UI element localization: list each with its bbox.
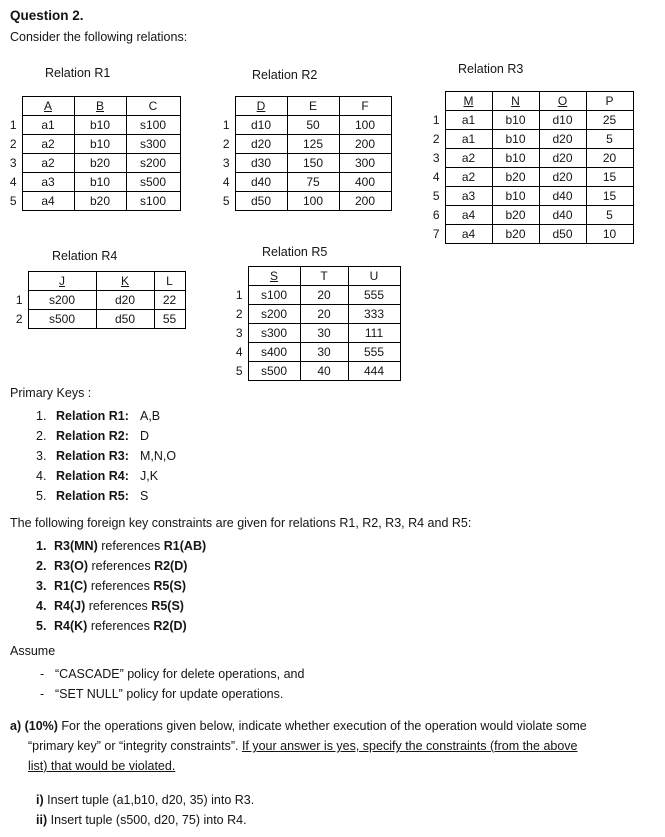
table-cell: d40 — [235, 173, 287, 192]
table-row — [429, 111, 633, 130]
row-number: 3 — [222, 156, 230, 170]
column-header: E — [287, 97, 339, 116]
key-attributes: M,N,O — [140, 449, 177, 463]
assume-text: “CASCADE” policy for delete operations, and — [55, 667, 305, 681]
item-number: 5. — [36, 619, 47, 633]
table-cell: 555 — [348, 286, 400, 305]
header-row — [12, 272, 185, 291]
row-number: 2 — [9, 137, 17, 151]
bullet-dash: - — [40, 687, 45, 701]
table-cell: 30 — [300, 343, 348, 362]
table-row — [12, 310, 185, 329]
table-cell: s500 — [28, 310, 96, 329]
table-row — [429, 149, 633, 168]
row-number: 1 — [15, 293, 23, 307]
r5-relation-table — [232, 266, 401, 381]
relation-r3-table — [429, 91, 634, 244]
row-number: 3 — [432, 151, 440, 165]
relation-name: Relation R3: — [56, 449, 129, 463]
child-relation: R4(K) — [54, 619, 88, 633]
column-header: K — [96, 272, 154, 291]
table-cell: b10 — [74, 135, 126, 154]
table-cell: s300 — [126, 135, 180, 154]
item-number: 2. — [36, 429, 47, 443]
key-attributes: J,K — [140, 469, 159, 483]
table-cell: 40 — [300, 362, 348, 381]
table-cell: s200 — [126, 154, 180, 173]
table-cell: a3 — [445, 187, 492, 206]
table-cell: b20 — [74, 192, 126, 211]
table-cell: 30 — [300, 324, 348, 343]
parent-relation: R5(S) — [153, 579, 187, 593]
table-cell: 20 — [300, 286, 348, 305]
table-row — [232, 324, 400, 343]
table-row — [219, 173, 391, 192]
parent-relation: R5(S) — [151, 599, 184, 613]
row-number: 2 — [222, 137, 230, 151]
assume-item — [40, 664, 304, 684]
table-cell: d20 — [539, 149, 586, 168]
row-number — [232, 267, 248, 286]
key-attributes: S — [140, 489, 149, 503]
table-cell: s100 — [126, 192, 180, 211]
item-number: 5. — [36, 489, 47, 503]
column-header: P — [586, 92, 633, 111]
row-number: 1 — [9, 118, 17, 132]
relation-r1-label: Relation R1 — [45, 66, 111, 80]
child-relation: R1(C) — [54, 579, 88, 593]
part-a-label: a) (10%) — [10, 719, 58, 733]
row-number: 2 — [432, 132, 440, 146]
references-word: references — [90, 579, 150, 593]
table-cell: 55 — [154, 310, 185, 329]
column-header: L — [154, 272, 185, 291]
table-cell: 50 — [287, 116, 339, 135]
row-number: 2 — [15, 312, 23, 326]
bullet-dash: - — [40, 667, 45, 681]
foreign-key-item — [36, 556, 206, 576]
table-cell: d40 — [539, 206, 586, 225]
column-header: B — [74, 97, 126, 116]
table-cell: s100 — [126, 116, 180, 135]
column-header: O — [539, 92, 586, 111]
table-row — [429, 225, 633, 244]
table-cell: 125 — [287, 135, 339, 154]
child-relation: R3(MN) — [54, 539, 98, 553]
row-number: 4 — [9, 175, 17, 189]
part-a-question — [10, 716, 590, 776]
table-row — [429, 130, 633, 149]
row-number: 4 — [222, 175, 230, 189]
column-header: F — [339, 97, 391, 116]
table-cell: b10 — [74, 173, 126, 192]
column-header: S — [248, 267, 300, 286]
foreign-key-item — [36, 596, 206, 616]
row-number — [6, 97, 22, 116]
parent-relation: R1(AB) — [163, 539, 207, 553]
foreign-key-item — [36, 576, 206, 596]
operation-text: Insert tuple (a1,b10, d20, 35) into R3. — [47, 793, 255, 807]
primary-key-item — [36, 446, 176, 466]
table-cell: a2 — [22, 135, 74, 154]
table-cell: 400 — [339, 173, 391, 192]
item-number: 2. — [36, 559, 47, 573]
key-attributes: A,B — [140, 409, 161, 423]
table-row — [6, 154, 180, 173]
references-word: references — [101, 539, 161, 553]
table-cell: d40 — [539, 187, 586, 206]
row-number: 5 — [222, 194, 230, 208]
table-row — [6, 173, 180, 192]
table-cell: s100 — [248, 286, 300, 305]
table-cell: b10 — [492, 187, 539, 206]
relation-r1-table — [6, 96, 181, 211]
table-cell: b20 — [492, 206, 539, 225]
row-number: 7 — [432, 227, 440, 241]
row-number — [219, 97, 235, 116]
row-number: 3 — [235, 326, 243, 340]
table-cell: a4 — [22, 192, 74, 211]
relation-name: Relation R1: — [56, 409, 129, 423]
question-title: Question 2. — [10, 8, 84, 23]
column-header: C — [126, 97, 180, 116]
relation-name: Relation R4: — [56, 469, 129, 483]
row-number: 1 — [222, 118, 230, 132]
table-cell: s500 — [126, 173, 180, 192]
part-a-text: For the operations given below, indicate whether execution of the operation would violate some “primary key” or “integrity constraints”. — [28, 719, 587, 753]
column-header: T — [300, 267, 348, 286]
relation-r2-label: Relation R2 — [252, 68, 318, 82]
primary-key-item — [36, 486, 176, 506]
table-cell: 15 — [586, 187, 633, 206]
r1-relation-table — [6, 96, 181, 211]
relation-name: Relation R2: — [56, 429, 129, 443]
primary-key-item — [36, 426, 176, 446]
table-row — [6, 192, 180, 211]
item-number: 4. — [36, 469, 47, 483]
foreign-keys-intro: The following foreign key constraints are given for relations R1, R2, R3, R4 and R5: — [10, 516, 472, 530]
primary-key-item — [36, 406, 176, 426]
primary-keys-list — [36, 406, 176, 506]
intro-text: Consider the following relations: — [10, 30, 188, 44]
column-header: J — [28, 272, 96, 291]
relation-r5-label: Relation R5 — [262, 245, 328, 259]
relation-r4-label: Relation R4 — [52, 249, 118, 263]
table-cell: b20 — [492, 168, 539, 187]
table-cell: a2 — [22, 154, 74, 173]
table-cell: d50 — [96, 310, 154, 329]
child-relation: R4(J) — [54, 599, 86, 613]
assume-item — [40, 684, 304, 704]
foreign-keys-list — [36, 536, 206, 636]
table-cell: d20 — [539, 130, 586, 149]
table-cell: b20 — [492, 225, 539, 244]
operation-item — [36, 810, 254, 830]
r2-relation-table — [219, 96, 392, 211]
row-number — [429, 92, 445, 111]
table-row — [232, 362, 400, 381]
primary-key-item — [36, 466, 176, 486]
table-row — [6, 116, 180, 135]
relation-r3-label: Relation R3 — [458, 62, 524, 76]
row-number: 5 — [235, 364, 243, 378]
part-a-underlined-text: If your answer is yes, specify the constraints (from the above list) that would be violated. — [28, 739, 578, 773]
operation-number: i) — [36, 793, 44, 807]
table-cell: d20 — [235, 135, 287, 154]
table-cell: s400 — [248, 343, 300, 362]
item-number: 1. — [36, 409, 47, 423]
foreign-key-item — [36, 536, 206, 556]
references-word: references — [88, 599, 148, 613]
assume-text: “SET NULL” policy for update operations. — [55, 687, 284, 701]
assume-list — [40, 664, 304, 704]
item-number: 3. — [36, 449, 47, 463]
table-cell: 20 — [586, 149, 633, 168]
table-cell: 100 — [339, 116, 391, 135]
row-number: 1 — [432, 113, 440, 127]
child-relation: R3(O) — [54, 559, 89, 573]
table-row — [219, 135, 391, 154]
operations-list — [36, 790, 254, 830]
table-cell: a3 — [22, 173, 74, 192]
header-row — [219, 97, 391, 116]
table-row — [429, 168, 633, 187]
table-cell: 444 — [348, 362, 400, 381]
row-number: 1 — [235, 288, 243, 302]
table-row — [219, 192, 391, 211]
table-cell: 15 — [586, 168, 633, 187]
table-cell: 22 — [154, 291, 185, 310]
table-cell: 333 — [348, 305, 400, 324]
row-number — [12, 272, 28, 291]
relation-r4-table — [12, 271, 186, 329]
table-cell: 300 — [339, 154, 391, 173]
column-header: A — [22, 97, 74, 116]
row-number: 6 — [432, 208, 440, 222]
r4-relation-table — [12, 271, 186, 329]
column-header: N — [492, 92, 539, 111]
table-cell: 20 — [300, 305, 348, 324]
table-cell: 555 — [348, 343, 400, 362]
table-cell: b10 — [492, 111, 539, 130]
relation-r5-table — [232, 266, 401, 381]
row-number: 2 — [235, 307, 243, 321]
table-row — [12, 291, 185, 310]
table-cell: 150 — [287, 154, 339, 173]
table-cell: s200 — [28, 291, 96, 310]
item-number: 4. — [36, 599, 47, 613]
relation-name: Relation R5: — [56, 489, 129, 503]
table-row — [232, 286, 400, 305]
table-cell: s200 — [248, 305, 300, 324]
row-number: 5 — [9, 194, 17, 208]
item-number: 1. — [36, 539, 47, 553]
table-cell: s500 — [248, 362, 300, 381]
table-cell: 200 — [339, 135, 391, 154]
header-row — [6, 97, 180, 116]
foreign-key-item — [36, 616, 206, 636]
table-cell: d20 — [539, 168, 586, 187]
table-cell: 5 — [586, 130, 633, 149]
operation-item — [36, 790, 254, 810]
table-cell: b20 — [74, 154, 126, 173]
table-cell: b10 — [492, 149, 539, 168]
row-number: 4 — [235, 345, 243, 359]
table-cell: 25 — [586, 111, 633, 130]
table-row — [429, 206, 633, 225]
table-cell: d10 — [539, 111, 586, 130]
table-cell: a2 — [445, 168, 492, 187]
table-row — [232, 305, 400, 324]
table-cell: 75 — [287, 173, 339, 192]
references-word: references — [91, 559, 151, 573]
table-row — [219, 116, 391, 135]
primary-keys-heading: Primary Keys : — [10, 386, 92, 400]
table-cell: 100 — [287, 192, 339, 211]
r3-relation-table — [429, 91, 634, 244]
column-header: U — [348, 267, 400, 286]
operation-number: ii) — [36, 813, 48, 827]
table-cell: b10 — [492, 130, 539, 149]
column-header: M — [445, 92, 492, 111]
table-cell: a1 — [445, 130, 492, 149]
assume-heading: Assume — [10, 644, 56, 658]
key-attributes: D — [140, 429, 150, 443]
table-row — [219, 154, 391, 173]
parent-relation: R2(D) — [153, 619, 187, 633]
table-row — [6, 135, 180, 154]
table-cell: 111 — [348, 324, 400, 343]
header-row — [429, 92, 633, 111]
table-cell: d50 — [539, 225, 586, 244]
table-cell: d50 — [235, 192, 287, 211]
table-cell: b10 — [74, 116, 126, 135]
operation-text: Insert tuple (s500, d20, 75) into R4. — [50, 813, 247, 827]
references-word: references — [90, 619, 150, 633]
row-number: 5 — [432, 189, 440, 203]
table-cell: d10 — [235, 116, 287, 135]
table-cell: 200 — [339, 192, 391, 211]
table-cell: a1 — [22, 116, 74, 135]
table-cell: 5 — [586, 206, 633, 225]
table-cell: d30 — [235, 154, 287, 173]
item-number: 3. — [36, 579, 47, 593]
relation-r2-table — [219, 96, 392, 211]
table-cell: d20 — [96, 291, 154, 310]
header-row — [232, 267, 400, 286]
column-header: D — [235, 97, 287, 116]
row-number: 3 — [9, 156, 17, 170]
parent-relation: R2(D) — [154, 559, 188, 573]
table-row — [429, 187, 633, 206]
table-cell: a4 — [445, 206, 492, 225]
table-cell: a4 — [445, 225, 492, 244]
table-cell: a1 — [445, 111, 492, 130]
table-row — [232, 343, 400, 362]
row-number: 4 — [432, 170, 440, 184]
table-cell: a2 — [445, 149, 492, 168]
table-cell: s300 — [248, 324, 300, 343]
table-cell: 10 — [586, 225, 633, 244]
